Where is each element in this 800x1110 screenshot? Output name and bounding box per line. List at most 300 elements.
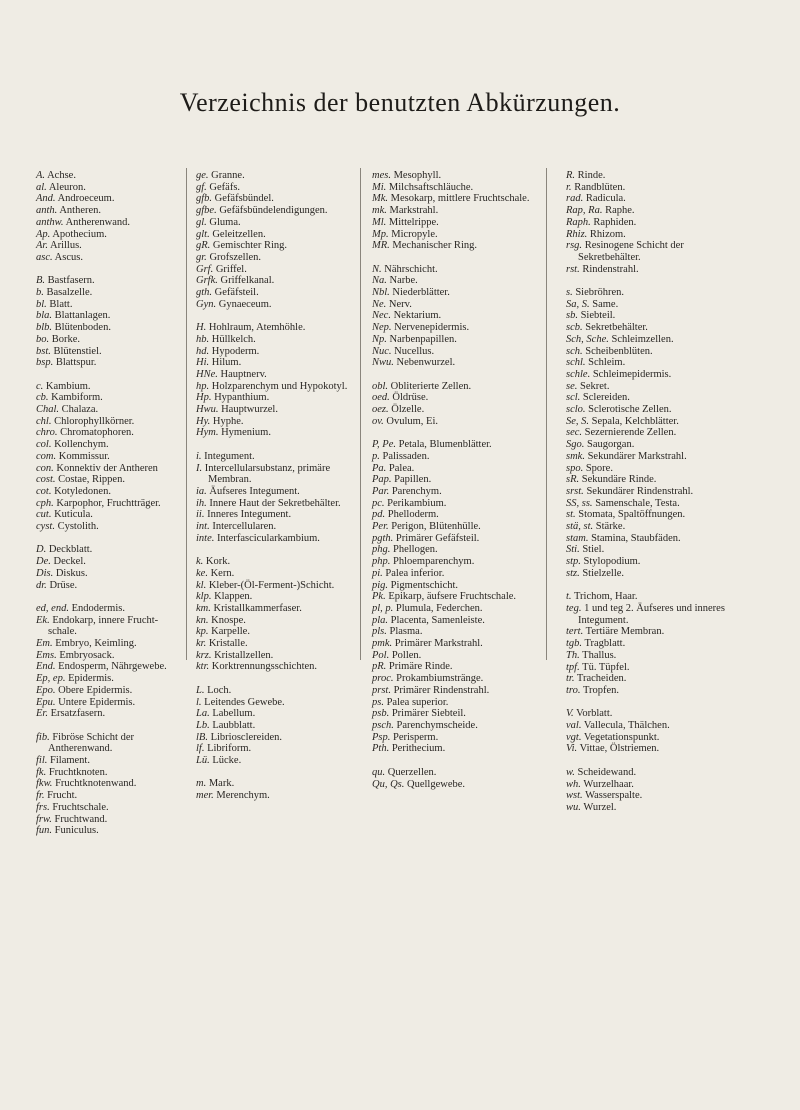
definition: Palea superior.: [386, 696, 449, 708]
section-gap: [36, 264, 178, 276]
definition: Bastfasern.: [47, 275, 95, 287]
abbreviation-entry: [196, 334, 352, 346]
definition: Gefäfs.: [209, 181, 241, 193]
definition: Tragblatt.: [584, 638, 626, 650]
abbreviation-entry: [566, 322, 726, 334]
abbreviation-entry: [196, 252, 352, 264]
abbreviation-entry: [372, 521, 532, 533]
abbreviation-entry: [372, 205, 532, 217]
definition: Gemischter Ring.: [212, 240, 287, 252]
abbreviation: SS, ss.: [566, 497, 593, 509]
abbreviation: prst.: [372, 684, 391, 696]
abbreviation: ke.: [196, 567, 208, 579]
abbreviation-entry: [36, 357, 178, 369]
abbreviation-entry: [566, 369, 726, 381]
abbreviation: Mk.: [372, 193, 389, 205]
abbreviation: Ne.: [372, 298, 387, 310]
abbreviation: cb.: [36, 392, 49, 404]
definition: Phelloderm.: [387, 509, 439, 521]
definition: Primärer Siebteil.: [391, 708, 466, 720]
abbreviation: psb.: [372, 708, 390, 720]
section-gap: [372, 755, 532, 767]
definition: Sezernierende Zellen.: [584, 427, 677, 439]
abbreviation-entry: [372, 451, 532, 463]
definition: Wurzelhaar.: [583, 778, 634, 790]
abbreviation: sb.: [566, 310, 578, 322]
definition: Spore.: [585, 462, 613, 474]
abbreviation-entry: [566, 474, 726, 486]
abbreviation: stam.: [566, 532, 589, 544]
abbreviation-entry: [36, 252, 178, 264]
definition: Thallus.: [582, 649, 617, 661]
abbreviation: mes.: [372, 170, 391, 181]
abbreviation: R.: [566, 170, 576, 181]
definition: Scheibenblüten.: [585, 345, 653, 357]
abbreviation: B.: [36, 275, 46, 287]
abbreviation: vgt.: [566, 731, 582, 743]
abbreviation: teg.: [566, 602, 582, 614]
abbreviation: bst.: [36, 345, 51, 357]
abbreviation-entry: [566, 451, 726, 463]
abbreviation-entry: [36, 182, 178, 194]
abbreviation-entry: [36, 170, 178, 182]
abbreviation: sch.: [566, 345, 583, 357]
abbreviation-entry: [566, 673, 726, 685]
abbreviation: pR.: [372, 661, 387, 673]
definition: Gynaeceum.: [218, 298, 272, 310]
section-gap: [566, 275, 726, 287]
definition: Pigmentschicht.: [390, 579, 459, 591]
abbreviation-entry: [372, 322, 532, 334]
definition: Nucellus.: [394, 345, 435, 357]
abbreviation: sR.: [566, 474, 580, 486]
abbreviation: pmk.: [372, 638, 393, 650]
abbreviation: fil.: [36, 755, 48, 767]
abbreviation-entry: [196, 521, 352, 533]
abbreviation-entry: [372, 498, 532, 510]
definition: Siebteil.: [580, 310, 616, 322]
definition: Embryosack.: [59, 649, 115, 661]
definition: Grofszellen.: [209, 251, 262, 263]
abbreviation-entry: [566, 287, 726, 299]
definition: Leitendes Gewebe.: [204, 696, 285, 708]
abbreviation: pla.: [372, 614, 389, 626]
abbreviation: I.: [196, 462, 203, 474]
abbreviation: int.: [196, 521, 210, 533]
definition: Niederblätter.: [392, 287, 450, 299]
abbreviation-entry: [196, 182, 352, 194]
abbreviation-entry: [196, 451, 352, 463]
abbreviation: cost.: [36, 474, 56, 486]
abbreviation: Ems.: [36, 649, 57, 661]
abbreviation-entry: [196, 264, 352, 276]
abbreviation-entry: [36, 755, 178, 767]
abbreviation: c.: [36, 380, 44, 392]
column-divider: [360, 168, 361, 660]
definition: Hypoderm.: [211, 345, 260, 357]
definition: Sekretbehälter.: [585, 322, 648, 334]
definition: Androeceum.: [57, 193, 115, 205]
abbreviation: hp.: [196, 380, 210, 392]
definition: Siebröhren.: [575, 287, 625, 299]
abbreviation: kl.: [196, 579, 207, 591]
definition: Laubblatt.: [212, 719, 256, 731]
abbreviation: w.: [566, 766, 575, 778]
definition: Sekundärer Rindenstrahl.: [586, 485, 694, 497]
abbreviation: spo.: [566, 462, 584, 474]
abbreviation: bl.: [36, 298, 47, 310]
definition: Fruchtknotenwand.: [55, 778, 137, 790]
abbreviation-entry: [196, 568, 352, 580]
abbreviation-entry: [372, 591, 532, 603]
abbreviation-entry: [372, 217, 532, 229]
abbreviation-entry: [372, 720, 532, 732]
definition: Funiculus.: [54, 825, 99, 837]
definition: Geleitzellen.: [212, 228, 266, 240]
definition: Kambium.: [45, 380, 91, 392]
definition: Hauptwurzel.: [221, 404, 278, 416]
abbreviation-entry: [196, 778, 352, 790]
abbreviation-entry: [566, 603, 726, 626]
abbreviation: frs.: [36, 801, 50, 813]
abbreviation: A.: [36, 170, 46, 181]
definition: Sekret.: [580, 380, 610, 392]
abbreviation-entry: [372, 697, 532, 709]
abbreviation: val.: [566, 720, 582, 731]
section-gap: [36, 533, 178, 545]
abbreviation: gfb.: [196, 193, 213, 205]
definition: Mesophyll.: [393, 170, 442, 181]
definition: Stiel.: [582, 544, 605, 556]
abbreviation-entry: [372, 229, 532, 241]
definition: Fibröse Schicht der Antherenwand.: [48, 731, 134, 755]
abbreviation-entry: [196, 392, 352, 404]
abbreviation: Per.: [372, 521, 389, 533]
abbreviation: Hy.: [196, 415, 211, 427]
definition: Radicula.: [585, 193, 626, 205]
definition: Prokambiumstränge.: [396, 673, 484, 685]
abbreviation-entry: [196, 650, 352, 662]
abbreviation-entry: [36, 673, 178, 685]
definition: Vorblatt.: [576, 708, 613, 720]
definition: Quellgewebe.: [407, 778, 466, 790]
abbreviation: D.: [36, 544, 47, 556]
abbreviation-entry: [196, 193, 352, 205]
definition: Antherenwand.: [65, 216, 131, 228]
definition: Integument.: [204, 450, 255, 462]
definition: Blütenboden.: [54, 322, 111, 334]
abbreviation-entry: [196, 638, 352, 650]
abbreviation: Pol.: [372, 649, 390, 661]
definition: Hilum.: [211, 357, 242, 369]
definition: Narbenpapillen.: [389, 333, 457, 345]
abbreviation-entry: [372, 568, 532, 580]
abbreviation-entry: [372, 533, 532, 545]
abbreviation-entry: [372, 638, 532, 650]
abbreviation-entry: [566, 685, 726, 697]
abbreviation: ov.: [372, 415, 384, 427]
abbreviation: Sgo.: [566, 439, 585, 451]
definition: Palea.: [388, 462, 415, 474]
abbreviation: And.: [36, 193, 56, 205]
definition: Hauptnerv.: [220, 368, 267, 380]
abbreviation-entry: [372, 509, 532, 521]
abbreviation-entry: [566, 264, 726, 276]
abbreviation: tro.: [566, 684, 581, 696]
abbreviation: m.: [196, 778, 207, 790]
abbreviation: Er.: [36, 708, 48, 720]
definition: Costae, Rippen.: [58, 474, 125, 486]
column-divider: [546, 168, 547, 660]
abbreviation: Ap.: [36, 228, 51, 240]
abbreviation-entry: [196, 357, 352, 369]
abbreviation-entry: [566, 802, 726, 814]
definition: Chromatophoren.: [60, 427, 134, 439]
definition: Granne.: [211, 170, 245, 181]
abbreviation-entry: [196, 509, 352, 521]
abbreviation-entry: [196, 240, 352, 252]
definition: Stylopodium.: [583, 556, 641, 568]
abbreviation: fk.: [36, 766, 47, 778]
abbreviation-entry: [196, 322, 352, 334]
definition: Obere Epidermis.: [58, 684, 133, 696]
abbreviation-entry: [196, 205, 352, 217]
abbreviation-entry: [372, 299, 532, 311]
definition: Mittelrippe.: [388, 216, 439, 228]
definition: Hohlraum, Atemhöhle.: [208, 322, 306, 334]
page-title: Verzeichnis der benutzten Abkürzungen.: [179, 88, 621, 117]
definition: Nährschicht.: [384, 263, 438, 275]
abbreviation-entry: [566, 193, 726, 205]
abbreviation-column-1: [36, 170, 178, 837]
abbreviation-entry: [372, 708, 532, 720]
abbreviation-entry: [36, 381, 178, 393]
definition: Palea inferior.: [385, 567, 445, 579]
definition: Fruchtwand.: [54, 813, 108, 825]
abbreviation: hd.: [196, 345, 210, 357]
abbreviation-entry: [372, 743, 532, 755]
abbreviation-column-3: [372, 170, 532, 790]
definition: Rinde.: [577, 170, 606, 181]
abbreviation: Pk.: [372, 591, 386, 603]
abbreviation-entry: [566, 767, 726, 779]
abbreviation: Np.: [372, 333, 387, 345]
abbreviation-entry: [196, 229, 352, 241]
abbreviation-entry: [372, 182, 532, 194]
abbreviation-entry: [566, 708, 726, 720]
abbreviation-entry: [372, 650, 532, 662]
abbreviation: krz.: [196, 649, 212, 661]
abbreviation-entry: [372, 310, 532, 322]
abbreviation: mer.: [196, 790, 214, 802]
section-gap: [196, 673, 352, 685]
abbreviation-entry: [196, 603, 352, 615]
abbreviation: gf.: [196, 181, 207, 193]
abbreviation: Ar.: [36, 240, 48, 252]
abbreviation: p.: [372, 450, 380, 462]
abbreviation: Lb.: [196, 719, 210, 731]
abbreviation-entry: [566, 662, 726, 674]
definition: Endodermis.: [71, 602, 125, 614]
definition: Petala, Blumenblätter.: [398, 439, 492, 451]
definition: Arillus.: [50, 240, 82, 252]
section-gap: [36, 591, 178, 603]
definition: Libriform.: [207, 743, 252, 755]
definition: Endosperm, Nährgewebe.: [58, 661, 167, 673]
abbreviation-entry: [566, 392, 726, 404]
abbreviation-entry: [372, 334, 532, 346]
definition: Placenta, Samenleiste.: [390, 614, 485, 626]
definition: Rindenstrahl.: [582, 263, 639, 275]
abbreviation: Pap.: [372, 474, 392, 486]
abbreviation: Qu, Qs.: [372, 778, 405, 790]
abbreviation: V.: [566, 708, 574, 720]
abbreviation-entry: [36, 544, 178, 556]
definition: Stamina, Staubfäden.: [591, 532, 681, 544]
abbreviation-entry: [372, 381, 532, 393]
definition: Tracheiden.: [576, 673, 627, 685]
abbreviation-entry: [196, 580, 352, 592]
abbreviation-entry: [36, 580, 178, 592]
abbreviation-entry: [566, 240, 726, 263]
abbreviation-entry: [372, 404, 532, 416]
abbreviation: blb.: [36, 322, 53, 334]
definition: Deckblatt.: [48, 544, 93, 556]
abbreviation: Na.: [372, 275, 387, 287]
abbreviation-entry: [36, 498, 178, 510]
definition: Scheidewand.: [577, 766, 637, 778]
abbreviation-entry: [196, 369, 352, 381]
abbreviation: End.: [36, 661, 56, 673]
definition: Ölzelle.: [391, 404, 425, 416]
definition: Cystolith.: [57, 521, 99, 533]
abbreviation: km.: [196, 602, 211, 614]
abbreviation: ed, end.: [36, 602, 69, 614]
definition: Nektarium.: [393, 310, 442, 322]
abbreviation: N.: [372, 263, 382, 275]
abbreviation: hb.: [196, 333, 210, 345]
abbreviation-entry: [372, 556, 532, 568]
abbreviation: se.: [566, 380, 578, 392]
definition: Epidermis.: [68, 673, 114, 685]
abbreviation: Hym.: [196, 427, 219, 439]
definition: Primärer Rindenstrahl.: [393, 684, 490, 696]
abbreviation: chro.: [36, 427, 58, 439]
abbreviation-entry: [36, 732, 178, 755]
abbreviation-entry: [372, 416, 532, 428]
abbreviation-entry: [372, 240, 532, 252]
abbreviation: tgb.: [566, 638, 583, 650]
definition: Tertiäre Membran.: [585, 626, 665, 638]
abbreviation: MR.: [372, 240, 390, 252]
abbreviation-entry: [196, 685, 352, 697]
abbreviation: Par.: [372, 485, 390, 497]
section-gap: [36, 369, 178, 381]
definition: Primäre Rinde.: [388, 661, 453, 673]
abbreviation-entry: [196, 427, 352, 439]
definition: Querzellen.: [387, 766, 437, 778]
definition: Hymenium.: [221, 427, 271, 439]
abbreviation: Sch, Sche.: [566, 333, 609, 345]
abbreviation-entry: [196, 732, 352, 744]
abbreviation-entry: [372, 193, 532, 205]
definition: Karpelle.: [211, 626, 250, 638]
abbreviation-entry: [566, 743, 726, 755]
abbreviation: L.: [196, 684, 205, 696]
definition: Embryo, Keimling.: [55, 638, 137, 650]
definition: Lücke.: [212, 755, 242, 767]
abbreviation-entry: [566, 170, 726, 182]
abbreviation-entry: [566, 486, 726, 498]
abbreviation-entry: [372, 392, 532, 404]
definition: Knospe.: [211, 614, 246, 626]
definition: Karpophor, Fruchtträger.: [56, 497, 161, 509]
abbreviation: Ek.: [36, 614, 50, 626]
abbreviation: col.: [36, 439, 52, 451]
definition: Filament.: [50, 755, 90, 767]
abbreviation-entry: [36, 275, 178, 287]
abbreviation-entry: [566, 182, 726, 194]
abbreviation: Pa.: [372, 462, 387, 474]
abbreviation: ge.: [196, 170, 209, 181]
definition: Sekundärer Markstrahl.: [587, 450, 687, 462]
definition: Kleber-(Öl-Ferment-)Schicht.: [208, 579, 335, 591]
definition: Palissaden.: [382, 450, 430, 462]
abbreviation: t.: [566, 591, 572, 603]
abbreviation-entry: [196, 743, 352, 755]
abbreviation-entry: [372, 603, 532, 615]
definition: Gefäfsteil.: [214, 287, 259, 299]
abbreviation-entry: [196, 755, 352, 767]
abbreviation-column-4: [566, 170, 726, 814]
abbreviation-entry: [566, 732, 726, 744]
definition: Parenchymscheide.: [396, 720, 478, 731]
abbreviation: cyst.: [36, 521, 55, 533]
abbreviation-entry: [372, 685, 532, 697]
definition: Resinogene Schicht der Sekretbehälter.: [578, 240, 684, 263]
abbreviation-entry: [566, 334, 726, 346]
abbreviation-entry: [196, 217, 352, 229]
abbreviation: Rhiz.: [566, 228, 588, 240]
abbreviation: Grf.: [196, 263, 214, 275]
definition: 1 und teg 2. Äufseres und inneres Integument.: [578, 602, 725, 626]
abbreviation-entry: [196, 404, 352, 416]
definition: Narbe.: [389, 275, 418, 287]
abbreviation-entry: [372, 732, 532, 744]
section-gap: [196, 544, 352, 556]
abbreviation: Dis.: [36, 567, 54, 579]
abbreviation: Epu.: [36, 696, 56, 708]
definition: Blattspur.: [55, 357, 97, 369]
abbreviation: pgth.: [372, 532, 394, 544]
definition: Libriosclereiden.: [210, 731, 283, 743]
definition: Inneres Integument.: [207, 509, 292, 521]
abbreviation-entry: [196, 416, 352, 428]
abbreviation: lf.: [196, 743, 205, 755]
definition: Kotyledonen.: [54, 485, 111, 497]
definition: Deckel.: [53, 556, 86, 568]
section-gap: [196, 310, 352, 322]
definition: Schleimzellen.: [611, 333, 674, 345]
abbreviation: bla.: [36, 310, 53, 322]
abbreviation-entry: [566, 509, 726, 521]
abbreviation-entry: [36, 439, 178, 451]
abbreviation: dr.: [36, 579, 47, 591]
abbreviation-entry: [372, 673, 532, 685]
abbreviation: fun.: [36, 825, 53, 837]
abbreviation-entry: [36, 310, 178, 322]
definition: Perisperm.: [393, 731, 439, 743]
